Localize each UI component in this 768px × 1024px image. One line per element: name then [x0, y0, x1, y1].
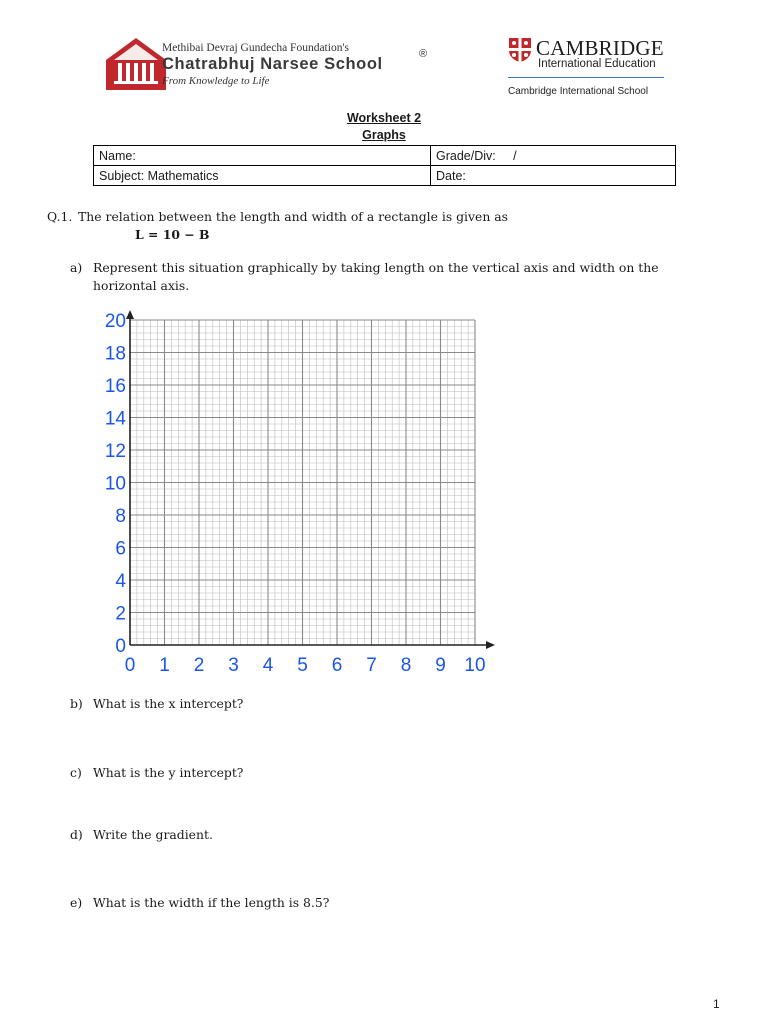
- worksheet-title: Worksheet 2: [346, 111, 422, 125]
- x-tick-label: 5: [297, 655, 308, 676]
- question-equation: L = 10 − B: [135, 227, 210, 242]
- x-tick-label: 4: [262, 655, 274, 676]
- x-axis-arrow-icon: [486, 641, 495, 649]
- subject-field: Subject: Mathematics: [94, 166, 431, 186]
- name-field[interactable]: Name:: [94, 146, 431, 166]
- part-a-label: a): [70, 260, 83, 275]
- part-c-label: c): [70, 765, 82, 780]
- cambridge-title: CAMBRIDGE: [536, 36, 664, 60]
- part-a-text-line1: Represent this situation graphically by taking length on the vertical axis and width on the: [93, 260, 659, 275]
- x-tick-label: 2: [193, 655, 205, 676]
- school-name: Chatrabhuj Narsee School: [162, 55, 383, 73]
- y-axis-arrow-icon: [126, 310, 134, 319]
- y-tick-label: 2: [115, 603, 126, 625]
- x-tick-label: 3: [228, 655, 239, 676]
- table-row: [94, 146, 676, 166]
- y-axis-tick-labels: [105, 311, 127, 657]
- question-label: Q.1.: [47, 209, 73, 224]
- part-e-label: e): [70, 895, 83, 910]
- question-text: The relation between the length and width of a rectangle is given as: [78, 209, 509, 224]
- x-tick-label: 7: [366, 655, 377, 676]
- cambridge-divider: [508, 77, 664, 78]
- school-motto: From Knowledge to Life: [162, 75, 270, 87]
- date-field[interactable]: Date:: [431, 166, 676, 186]
- axes: [126, 310, 495, 649]
- x-tick-label: 8: [400, 655, 412, 676]
- grid-major-lines: [130, 320, 475, 645]
- student-info-table: [93, 145, 676, 186]
- y-tick-label: 8: [115, 506, 126, 527]
- cambridge-subtitle: International Education: [538, 58, 656, 70]
- foundation-name: Methibai Devraj Gundecha Foundation's: [162, 42, 349, 54]
- part-b-text: What is the x intercept?: [93, 696, 244, 711]
- page-number: 1: [713, 997, 720, 1011]
- y-tick-label: 4: [115, 571, 126, 592]
- cambridge-school-label: Cambridge International School: [508, 86, 649, 97]
- part-d-text: Write the gradient.: [93, 827, 213, 842]
- registered-mark: ®: [419, 48, 428, 60]
- x-tick-label: 10: [464, 655, 486, 676]
- x-axis-tick-labels: [125, 655, 486, 676]
- y-tick-label: 10: [104, 473, 126, 495]
- part-d-label: d): [70, 827, 83, 842]
- graph-paper[interactable]: [90, 300, 510, 685]
- table-row: [94, 166, 676, 186]
- y-tick-label: 18: [104, 343, 126, 365]
- y-tick-label: 20: [104, 311, 126, 332]
- y-tick-label: 14: [104, 408, 126, 430]
- grade-div-field[interactable]: Grade/Div: /: [431, 146, 676, 166]
- x-tick-label: 1: [159, 655, 170, 676]
- y-tick-label: 0: [115, 636, 126, 657]
- part-e-text: What is the width if the length is 8.5?: [93, 895, 330, 910]
- part-b-label: b): [70, 696, 83, 711]
- school-logo-icon: [104, 36, 168, 92]
- x-tick-label: 6: [331, 655, 343, 676]
- part-a-text-line2: horizontal axis.: [93, 278, 190, 293]
- y-tick-label: 6: [115, 538, 126, 560]
- x-tick-label: 0: [124, 655, 136, 676]
- y-tick-label: 12: [104, 441, 126, 462]
- cambridge-shield-icon: [508, 37, 532, 63]
- y-tick-label: 16: [104, 376, 126, 397]
- part-c-text: What is the y intercept?: [93, 765, 244, 780]
- x-tick-label: 9: [435, 655, 446, 676]
- worksheet-topic: Graphs: [362, 128, 406, 142]
